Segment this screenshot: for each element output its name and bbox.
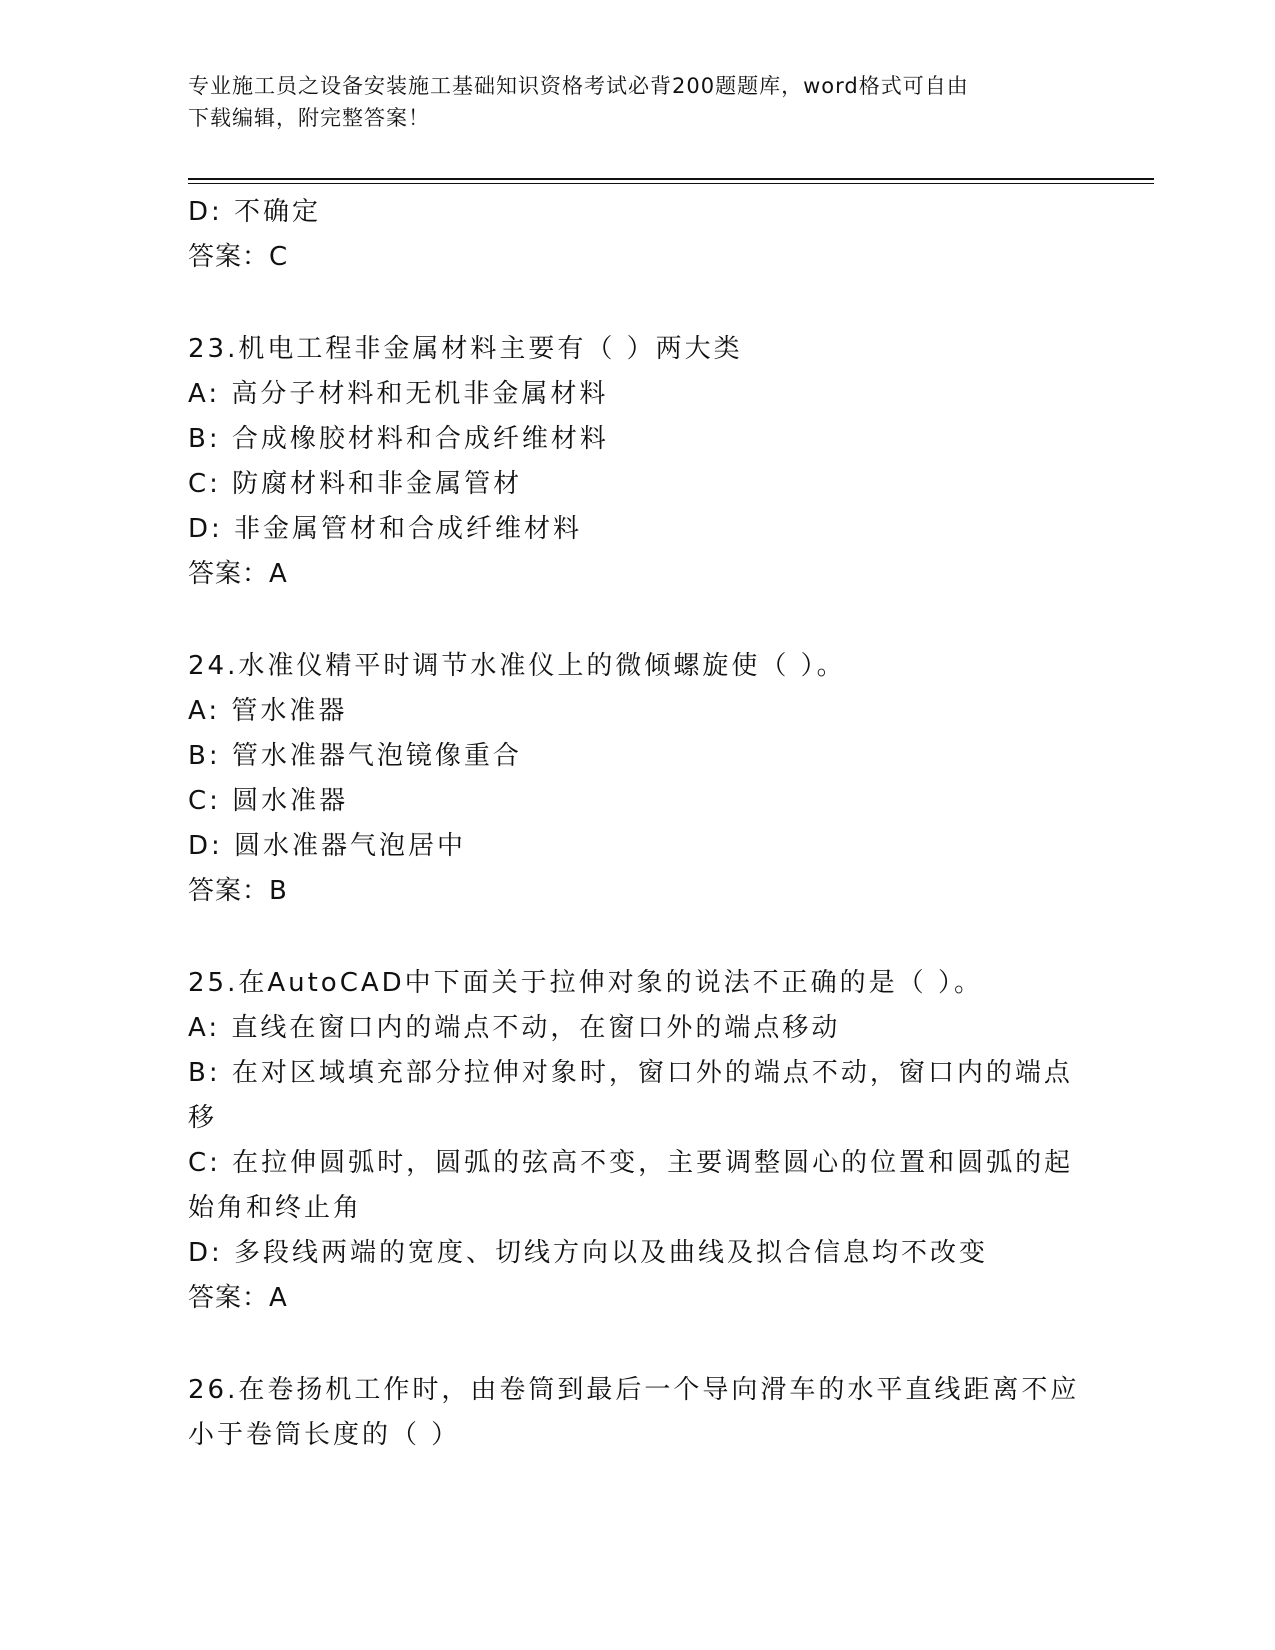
spacer: [188, 280, 1088, 327]
question-24-option-d: D: 圆水准器气泡居中: [188, 831, 467, 861]
question-26: [188, 1368, 1088, 1458]
question-25-option-b-continued: 移: [188, 1103, 218, 1133]
question-25-option-a: A: 直线在窗口内的端点不动，在窗口外的端点移动: [188, 1013, 841, 1043]
question-25-stem: 25.在AutoCAD中下面关于拉伸对象的说法不正确的是（ ）。: [188, 968, 983, 998]
question-23-option-b: B: 合成橡胶材料和合成纤维材料: [188, 424, 609, 454]
question-25-option-d: D: 多段线两端的宽度、切线方向以及曲线及拟合信息均不改变: [188, 1238, 989, 1268]
header-rule-thin: [188, 183, 1154, 184]
question-24-stem: 24.水准仪精平时调节水准仪上的微倾螺旋使（ ）。: [188, 651, 846, 681]
question-24-answer: 答案：B: [188, 876, 288, 906]
spacer: [188, 597, 1088, 644]
question-25-option-c-continued: 始角和终止角: [188, 1193, 363, 1223]
question-25: [188, 961, 1088, 1321]
question-23-option-c: C: 防腐材料和非金属管材: [188, 469, 523, 499]
spacer: [188, 914, 1088, 961]
question-26-stem-continued: 小于卷筒长度的（ ）: [188, 1420, 461, 1450]
header-rule-thick: [188, 178, 1154, 180]
question-24: [188, 644, 1088, 914]
prev-answer: 答案：C: [188, 242, 289, 272]
question-23-option-d: D: 非金属管材和合成纤维材料: [188, 514, 583, 544]
question-26-stem: 26.在卷扬机工作时，由卷筒到最后一个导向滑车的水平直线距离不应: [188, 1375, 1080, 1405]
question-23: [188, 327, 1088, 597]
header-line-2: 下载编辑，附完整答案！: [188, 106, 430, 130]
question-24-option-b: B: 管水准器气泡镜像重合: [188, 741, 522, 771]
spacer: [188, 1321, 1088, 1368]
question-23-option-a: A: 高分子材料和无机非金属材料: [188, 379, 609, 409]
header-line-1: 专业施工员之设备安装施工基础知识资格考试必背200题题库，word格式可自由: [188, 74, 969, 98]
question-23-answer: 答案：A: [188, 559, 288, 589]
document-header: [188, 70, 1088, 134]
question-24-option-a: A: 管水准器: [188, 696, 348, 726]
question-25-option-c: C: 在拉伸圆弧时，圆弧的弦高不变，主要调整圆心的位置和圆弧的起: [188, 1148, 1074, 1178]
question-25-option-b: B: 在对区域填充部分拉伸对象时，窗口外的端点不动，窗口内的端点: [188, 1058, 1073, 1088]
question-23-stem: 23.机电工程非金属材料主要有（ ）两大类: [188, 334, 743, 364]
question-content: [188, 190, 1088, 1458]
prev-option-d: D: 不确定: [188, 197, 322, 227]
question-25-answer: 答案：A: [188, 1283, 288, 1313]
question-24-option-c: C: 圆水准器: [188, 786, 349, 816]
